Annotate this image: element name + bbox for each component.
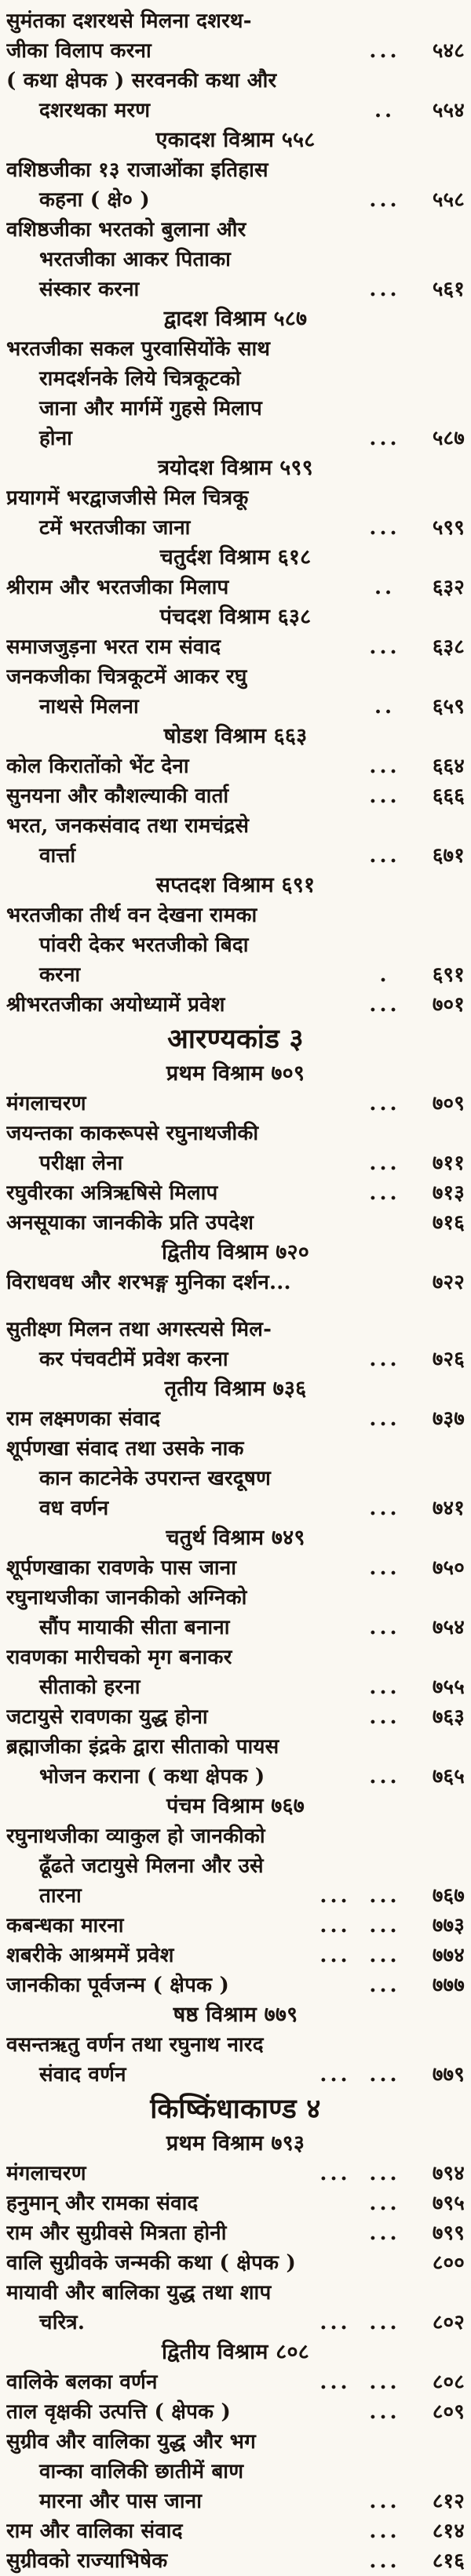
toc-entry-line xyxy=(6,36,465,66)
vishram-heading: द्वितीय विश्राम ७२० xyxy=(162,1240,309,1264)
toc-entry-line xyxy=(6,1881,465,1911)
page-number: ७९४ xyxy=(432,2162,465,2185)
vishram-heading: चतुर्दश विश्राम ६१८ xyxy=(159,545,312,569)
toc-entry-line xyxy=(6,155,465,185)
vishram-heading: पंचम विश्राम ७६७ xyxy=(166,1794,305,1818)
entry-title: चरित्र. xyxy=(39,2311,86,2334)
entry-title: भरत, जनकसंवाद तथा रामचंद्रसे xyxy=(6,814,250,838)
entry-title: रघुवीरका अत्रिऋषिसे मिलाप xyxy=(6,1181,218,1205)
entry-title: भरतजीका आकर पिताका xyxy=(39,248,232,271)
vishram-heading: सप्तदश विश्राम ६९१ xyxy=(155,873,316,897)
dot-leader: ... xyxy=(369,2490,400,2513)
toc-entry-line xyxy=(6,1732,465,1762)
page-number: ६६४ xyxy=(432,755,465,778)
toc-entry-line xyxy=(6,1613,465,1643)
toc-entry-line xyxy=(6,185,465,215)
entry-title: दशरथका मरण xyxy=(39,99,151,122)
vishram-heading: तृतीय विश्राम ७३६ xyxy=(164,1377,307,1401)
entry-title: सुनयना और कौशल्याकी वार्ता xyxy=(6,784,229,808)
dot-leader: ... xyxy=(319,2162,351,2185)
dot-leader: ... xyxy=(369,427,400,450)
page-number: ७१३ xyxy=(432,1181,465,1205)
dot-leader: ... xyxy=(369,1974,400,1997)
page-number: ७४१ xyxy=(432,1497,465,1520)
dot-leader: ... xyxy=(369,2221,400,2245)
page-number: ६३२ xyxy=(432,576,465,599)
dot-leader: ... xyxy=(319,2311,351,2334)
toc-entry-line xyxy=(6,1821,465,1851)
entry-title: ( कथा क्षेपक ) सरवनकी कथा और xyxy=(6,69,277,93)
dot-leader: ... xyxy=(369,993,400,1017)
page-number: ६९१ xyxy=(432,963,465,987)
page-number: ७६७ xyxy=(432,1884,465,1908)
toc-entry-line xyxy=(6,2367,465,2397)
toc-entry-line xyxy=(6,1970,465,2000)
page-number: ५५४ xyxy=(432,99,465,122)
dot-leader: .. xyxy=(374,99,396,122)
dot-leader: ... xyxy=(369,1407,400,1431)
dot-leader: ... xyxy=(369,2063,400,2087)
entry-title: वशिष्ठजीका १३ राजाओंका इतिहास xyxy=(6,158,268,182)
page-number: ८१६ xyxy=(432,2549,465,2573)
entry-title: कबन्धका मारना xyxy=(6,1914,124,1937)
dot-leader: ... xyxy=(369,1092,400,1115)
toc-entry-line xyxy=(6,66,465,96)
page-number: ७७४ xyxy=(432,1944,465,1967)
page-number: ८०९ xyxy=(432,2400,465,2424)
dot-leader: ... xyxy=(369,1675,400,1699)
entry-title: जीका विलाप करना xyxy=(6,39,152,63)
toc-entry-line xyxy=(6,364,465,394)
page-number: ७११ xyxy=(432,1152,465,1175)
entry-title: विराधवध और शरभङ्ग मुनिका दर्शन... xyxy=(6,1271,291,1294)
toc-entry-line xyxy=(6,2487,465,2516)
toc-entry-line xyxy=(6,245,465,275)
entry-title: ताल वृक्षकी उत्पत्ति ( क्षेपक ) xyxy=(6,2400,231,2424)
dot-leader: ... xyxy=(369,784,400,808)
page-number: ५६१ xyxy=(432,278,465,301)
dot-leader: ... xyxy=(369,2400,400,2424)
dot-leader: ... xyxy=(369,188,400,212)
dot-leader: ... xyxy=(369,1705,400,1729)
entry-title: तारना xyxy=(39,1884,82,1908)
toc-entry-line xyxy=(6,1851,465,1881)
toc-entry-line xyxy=(6,1178,465,1208)
dot-leader: ... xyxy=(369,2549,400,2573)
page-number: ७०९ xyxy=(432,1092,465,1115)
toc-entry-line xyxy=(6,483,465,513)
entry-title: कोल किरातोंको भेंट देना xyxy=(6,755,189,778)
toc-entry-line xyxy=(6,662,465,692)
toc-entry-line xyxy=(6,513,465,543)
page-number: ६५९ xyxy=(432,695,465,719)
page-number: ७३७ xyxy=(432,1407,465,1431)
dot-leader: .. xyxy=(374,576,396,599)
toc-entry-line xyxy=(6,692,465,722)
toc-entry-line xyxy=(6,2218,465,2248)
page-number: ५४८ xyxy=(432,39,465,63)
page-number: ६७१ xyxy=(432,844,465,868)
entry-title: राम लक्ष्मणका संवाद xyxy=(6,1407,161,1431)
dot-leader: ... xyxy=(319,1884,351,1908)
dot-leader: ... xyxy=(369,844,400,868)
dot-leader: ... xyxy=(369,1181,400,1205)
toc-entry-line xyxy=(6,2030,465,2060)
entry-title: टमें भरतजीका जाना xyxy=(39,516,191,540)
vishram-heading: षष्ठ विश्राम ७७९ xyxy=(173,2003,298,2027)
entry-title: नाथसे मिलना xyxy=(39,695,139,719)
dot-leader: ... xyxy=(319,2063,351,2087)
page-number: ७६३ xyxy=(432,1705,465,1729)
entry-title: ब्रह्माजीका इंद्रके द्वारा सीताको पायस xyxy=(6,1735,279,1759)
page-number: ६३८ xyxy=(432,635,465,659)
entry-title: रघुनाथजीका व्याकुल हो जानकीको xyxy=(6,1825,265,1848)
entry-title: पांवरी देकर भरतजीको बिदा xyxy=(39,933,249,957)
toc-entry-line xyxy=(6,573,465,602)
toc-entry-line xyxy=(6,2397,465,2427)
toc-entry-line xyxy=(6,930,465,960)
entry-title: वसन्तऋतु वर्णन तथा रघुनाथ नारद xyxy=(6,2033,264,2057)
toc-list xyxy=(6,6,465,2576)
toc-entry-line xyxy=(6,1089,465,1119)
page-number: ५५८ xyxy=(432,188,465,212)
toc-entry-line xyxy=(6,1315,465,1344)
kand-section-heading: आरण्यकांड ३ xyxy=(167,1023,304,1055)
entry-title: मंगलाचरण xyxy=(6,1092,86,1115)
dot-leader: ... xyxy=(369,2192,400,2215)
toc-entry-line xyxy=(6,1494,465,1523)
entry-title: जाना और मार्गमें गुहसे मिलाप xyxy=(39,397,262,420)
toc-entry-line xyxy=(6,2308,465,2338)
toc-entry-line xyxy=(6,1208,465,1238)
entry-title: हनुमान् और रामका संवाद xyxy=(6,2192,199,2215)
entry-title: ढूँढते जटायुसे मिलना और उसे xyxy=(39,1854,264,1878)
dot-leader: ... xyxy=(369,1616,400,1639)
toc-entry-line xyxy=(6,2248,465,2278)
toc-entry-line xyxy=(6,2278,465,2308)
dot-leader: ... xyxy=(369,1556,400,1580)
entry-title: अनसूयाका जानकीके प्रति उपदेश xyxy=(6,1211,254,1235)
entry-title: जनकजीका चित्रकूटमें आकर रघु xyxy=(6,665,247,689)
dot-leader: . xyxy=(379,963,390,987)
page-number: ८०० xyxy=(432,2251,465,2275)
toc-entry-line xyxy=(6,901,465,930)
entry-title: वालिके बलका वर्णन xyxy=(6,2370,158,2394)
entry-title: कान काटनेके उपरान्त खरदूषण xyxy=(39,1467,272,1490)
page-number: ७५५ xyxy=(432,1675,465,1699)
page-number: ७५० xyxy=(432,1556,465,1580)
entry-title: श्रीराम और भरतजीका मिलाप xyxy=(6,576,229,599)
page-number: ७७३ xyxy=(432,1914,465,1937)
toc-entry-line xyxy=(6,2189,465,2218)
entry-title: भोजन कराना ( कथा क्षेपक ) xyxy=(39,1765,265,1788)
toc-entry-line xyxy=(6,751,465,781)
page-number: ८१४ xyxy=(432,2520,465,2543)
toc-entry-line xyxy=(6,2159,465,2189)
vishram-heading: एकादश विश्राम ५५८ xyxy=(155,128,316,152)
entry-title: राम और सुग्रीवसे मित्रता होनी xyxy=(6,2221,227,2245)
entry-title: सीताको हरना xyxy=(39,1675,141,1699)
toc-entry-line xyxy=(6,1643,465,1672)
toc-entry-line xyxy=(6,215,465,245)
entry-title: शबरीके आश्रममें प्रवेश xyxy=(6,1944,174,1967)
entry-title: सुग्रीव और वालिका युद्ध और भग xyxy=(6,2430,256,2454)
toc-entry-line xyxy=(6,424,465,453)
toc-entry-line xyxy=(6,1672,465,1702)
entry-title: मंगलाचरण xyxy=(6,2162,86,2185)
page-number: ७६५ xyxy=(432,1765,465,1788)
toc-entry-line xyxy=(6,1553,465,1583)
toc-entry-line xyxy=(6,632,465,662)
dot-leader: ... xyxy=(369,1944,400,1967)
toc-entry-line xyxy=(6,2516,465,2546)
vishram-heading: त्रयोदश विश्राम ५९९ xyxy=(158,456,313,480)
page-number: ७२६ xyxy=(432,1348,465,1371)
toc-entry-line xyxy=(6,990,465,1020)
toc-entry-line xyxy=(6,394,465,424)
toc-entry-line xyxy=(6,1404,465,1434)
dot-leader: ... xyxy=(369,1497,400,1520)
entry-title: प्रयागमें भरद्वाजजीसे मिल चित्रकू xyxy=(6,486,249,510)
toc-entry-line xyxy=(6,334,465,364)
page-number: ५८७ xyxy=(432,427,465,450)
kand-section-heading: किष्किंधाकाण्ड ४ xyxy=(150,2093,321,2125)
toc-entry-line xyxy=(6,781,465,811)
dot-leader: ... xyxy=(369,516,400,540)
vishram-heading: चतुर्थ विश्राम ७४९ xyxy=(166,1526,305,1550)
dot-leader: ... xyxy=(369,1914,400,1937)
entry-title: वान्का वालिकी छातीमें बाण xyxy=(39,2460,244,2483)
page-number: ७२२ xyxy=(432,1271,465,1294)
page-number: ७५४ xyxy=(432,1616,465,1639)
toc-entry-line xyxy=(6,6,465,36)
toc-entry-line xyxy=(6,841,465,871)
page-number: ८०८ xyxy=(432,2370,465,2394)
vishram-heading: प्रथम विश्राम ७०९ xyxy=(166,1061,305,1086)
toc-entry-line xyxy=(6,1464,465,1494)
entry-title: जटायुसे रावणका युद्ध होना xyxy=(6,1705,208,1729)
toc-entry-line xyxy=(6,2427,465,2457)
entry-title: मायावी और बालिका युद्ध तथा शाप xyxy=(6,2281,272,2305)
dot-leader: ... xyxy=(369,755,400,778)
page-number: ७७७ xyxy=(432,1974,465,1997)
entry-title: वध वर्णन xyxy=(39,1497,109,1520)
dot-leader: ... xyxy=(369,1884,400,1908)
vishram-heading: प्रथम विश्राम ७९३ xyxy=(166,2131,305,2156)
dot-leader: ... xyxy=(369,1348,400,1371)
toc-entry-line xyxy=(6,1344,465,1374)
toc-entry-line xyxy=(6,1583,465,1613)
dot-leader: ... xyxy=(369,2370,400,2394)
dot-leader: ... xyxy=(319,1914,351,1937)
entry-title: रामदर्शनके लिये चित्रकूटको xyxy=(39,367,241,391)
toc-entry-line xyxy=(6,1119,465,1148)
dot-leader: ... xyxy=(369,1765,400,1788)
toc-entry-line xyxy=(6,811,465,841)
toc-entry-line xyxy=(6,1702,465,1732)
page-number: ८०२ xyxy=(432,2311,465,2334)
toc-entry-line xyxy=(6,1434,465,1464)
page-number: ५९९ xyxy=(432,516,465,540)
entry-title: रघुनाथजीका जानकीको अग्निको xyxy=(6,1586,247,1610)
dot-leader: ... xyxy=(369,2520,400,2543)
entry-title: परीक्षा लेना xyxy=(39,1152,123,1175)
page-number: ७०१ xyxy=(432,993,465,1017)
entry-title: होना xyxy=(39,427,73,450)
entry-title: रावणका मारीचको मृग बनाकर xyxy=(6,1646,232,1669)
dot-leader: ... xyxy=(369,2311,400,2334)
toc-entry-line xyxy=(6,960,465,990)
dot-leader: ... xyxy=(369,1152,400,1175)
vishram-heading: द्वितीय विश्राम ८०८ xyxy=(162,2340,309,2364)
entry-title: कर पंचवटीमें प्रवेश करना xyxy=(39,1348,228,1371)
toc-entry-line xyxy=(6,1941,465,1970)
dot-leader: ... xyxy=(369,635,400,659)
toc-entry-line xyxy=(6,275,465,304)
vishram-heading: द्वादश विश्राम ५८७ xyxy=(163,307,308,331)
entry-title: राम और वालिका संवाद xyxy=(6,2520,183,2543)
entry-title: जयन्तका काकरूपसे रघुनाथजीकी xyxy=(6,1122,259,1145)
entry-title: भरतजीका तीर्थ वन देखना रामका xyxy=(6,904,257,927)
toc-entry-line xyxy=(6,1762,465,1792)
entry-title: शूर्पणखा संवाद तथा उसके नाक xyxy=(6,1437,244,1461)
entry-title: सुतीक्ष्ण मिलन तथा अगस्त्यसे मिल- xyxy=(6,1318,272,1341)
page-number: ७९५ xyxy=(432,2192,465,2215)
page-number: ७७९ xyxy=(432,2063,465,2087)
entry-title: समाजजुड़ना भरत राम संवाद xyxy=(6,635,221,659)
entry-title: वालि सुग्रीवके जन्मकी कथा ( क्षेपक ) xyxy=(6,2251,296,2275)
page-number: ६६६ xyxy=(432,784,465,808)
toc-entry-line xyxy=(6,2457,465,2487)
entry-title: वशिष्ठजीका भरतको बुलाना और xyxy=(6,218,246,242)
toc-entry-line xyxy=(6,2546,465,2576)
dot-leader: ... xyxy=(369,39,400,63)
toc-entry-line xyxy=(6,1268,465,1297)
entry-title: सुमंतका दशरथसे मिलना दशरथ- xyxy=(6,9,252,33)
entry-title: जानकीका पूर्वजन्म ( क्षेपक ) xyxy=(6,1974,229,1997)
dot-leader: ... xyxy=(319,1944,351,1967)
toc-entry-line xyxy=(6,96,465,126)
entry-title: शूर्पणखाका रावणके पास जाना xyxy=(6,1556,237,1580)
entry-title: भरतजीका सकल पुरवासियोंके साथ xyxy=(6,337,271,361)
entry-title: सुग्रीवको राज्याभिषेक xyxy=(6,2549,168,2573)
entry-title: कहना ( क्षे० ) xyxy=(39,188,150,212)
entry-title: संवाद वर्णन xyxy=(39,2063,126,2087)
dot-leader: ... xyxy=(369,278,400,301)
entry-title: श्रीभरतजीका अयोध्यामें प्रवेश xyxy=(6,993,225,1017)
toc-entry-line xyxy=(6,2060,465,2090)
entry-title: करना xyxy=(39,963,81,987)
entry-title: मारना और पास जाना xyxy=(39,2490,203,2513)
dot-leader: .. xyxy=(374,695,396,719)
entry-title: वार्त्ता xyxy=(39,844,76,868)
entry-title: सौंप मायाकी सीता बनाना xyxy=(39,1616,230,1639)
toc-entry-line xyxy=(6,1148,465,1178)
dot-leader: ... xyxy=(319,2370,351,2394)
page-number: ७१६ xyxy=(432,1211,465,1235)
page-number: ८१२ xyxy=(432,2490,465,2513)
toc-entry-line xyxy=(6,1911,465,1941)
entry-title: संस्कार करना xyxy=(39,278,140,301)
vishram-heading: पंचदश विश्राम ६३८ xyxy=(159,605,312,629)
page-number: ७९९ xyxy=(432,2221,465,2245)
vishram-heading: षोडश विश्राम ६६३ xyxy=(163,724,308,748)
dot-leader: ... xyxy=(369,2162,400,2185)
